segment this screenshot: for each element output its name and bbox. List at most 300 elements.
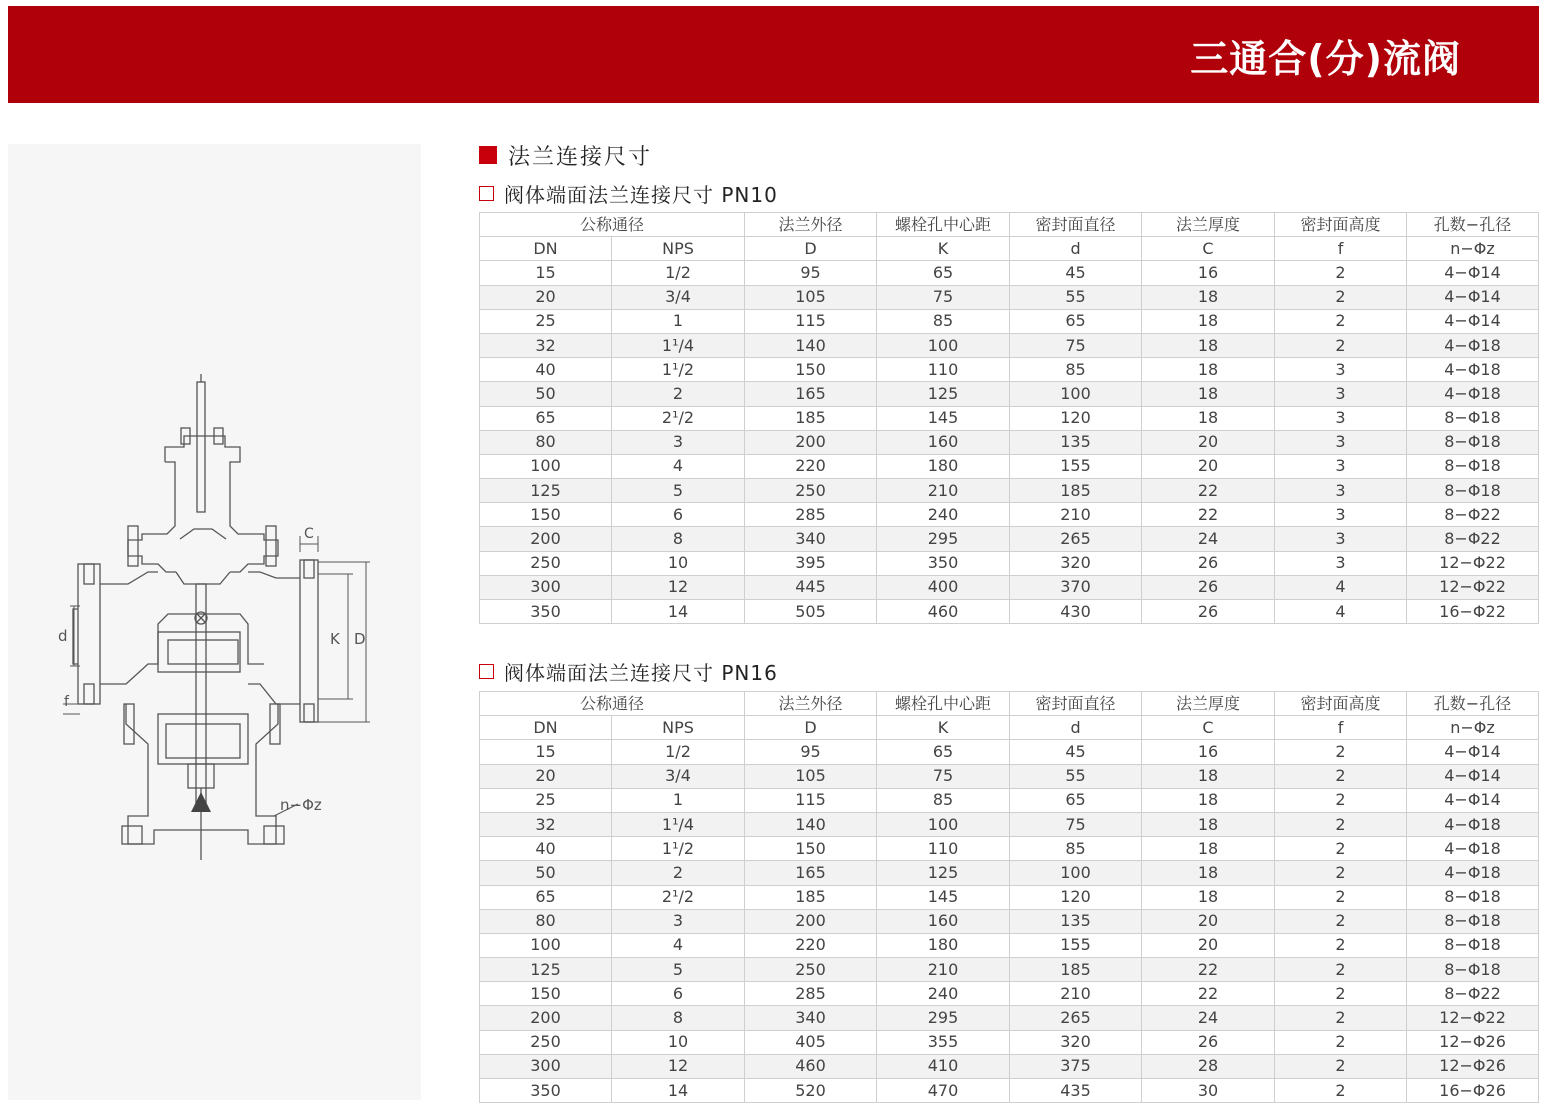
table-cell: 32 <box>480 812 612 836</box>
table-cell: 5 <box>612 479 745 503</box>
table-cell: 210 <box>877 958 1010 982</box>
column-symbol-header: f <box>1275 716 1407 740</box>
table-cell: 20 <box>1142 909 1275 933</box>
column-group-header: 公称通径 <box>480 692 745 716</box>
table-cell: 95 <box>745 261 877 285</box>
table-cell: 22 <box>1142 503 1275 527</box>
table-cell: 100 <box>1010 861 1142 885</box>
table-row <box>480 503 1539 527</box>
table-cell: 250 <box>745 479 877 503</box>
table-cell: 3 <box>1275 406 1407 430</box>
table-cell: 4−Φ18 <box>1407 861 1539 885</box>
table-cell: 8−Φ18 <box>1407 885 1539 909</box>
valve-drawing-panel <box>8 144 421 1100</box>
dim-label-f: f <box>64 694 69 710</box>
table-cell: 2 <box>1275 1079 1407 1103</box>
table-cell: 15 <box>480 261 612 285</box>
column-symbol-header: n−Φz <box>1407 716 1539 740</box>
table-cell: 22 <box>1142 982 1275 1006</box>
table-cell: 26 <box>1142 1030 1275 1054</box>
table-cell: 12−Φ22 <box>1407 551 1539 575</box>
table-cell: 2 <box>1275 1054 1407 1078</box>
table-cell: 20 <box>480 285 612 309</box>
table-cell: 350 <box>877 551 1010 575</box>
table-cell: 125 <box>480 479 612 503</box>
table-cell: 320 <box>1010 551 1142 575</box>
section-title: 法兰连接尺寸 <box>508 144 653 170</box>
table-cell: 145 <box>877 885 1010 909</box>
column-group-header: 密封面直径 <box>1010 213 1142 237</box>
table-row <box>480 958 1539 982</box>
table-cell: 65 <box>1010 309 1142 333</box>
table-cell: 18 <box>1142 382 1275 406</box>
page-title: 三通合(分)流阀 <box>1190 37 1461 81</box>
table-cell: 4 <box>1275 600 1407 624</box>
table-cell: 4 <box>612 933 745 957</box>
table-cell: 2 <box>1275 982 1407 1006</box>
table-cell: 250 <box>480 551 612 575</box>
table-cell: 320 <box>1010 1030 1142 1054</box>
table-row <box>480 406 1539 430</box>
table-cell: 12 <box>612 1054 745 1078</box>
table-cell: 20 <box>480 764 612 788</box>
table-cell: 65 <box>480 406 612 430</box>
table-cell: 220 <box>745 933 877 957</box>
column-group-header: 密封面高度 <box>1275 692 1407 716</box>
table-cell: 115 <box>745 309 877 333</box>
table-cell: 160 <box>877 909 1010 933</box>
table-cell: 2¹/2 <box>612 406 745 430</box>
table-cell: 50 <box>480 382 612 406</box>
table-cell: 4−Φ14 <box>1407 261 1539 285</box>
table-cell: 150 <box>745 837 877 861</box>
table-cell: 125 <box>877 861 1010 885</box>
table-cell: 28 <box>1142 1054 1275 1078</box>
column-symbol-header: K <box>877 237 1010 261</box>
table-cell: 200 <box>745 430 877 454</box>
table-cell: 45 <box>1010 261 1142 285</box>
table-cell: 285 <box>745 982 877 1006</box>
dim-label-k: K <box>330 630 340 648</box>
table-cell: 340 <box>745 527 877 551</box>
table-cell: 18 <box>1142 861 1275 885</box>
table-cell: 75 <box>877 764 1010 788</box>
table-cell: 75 <box>1010 812 1142 836</box>
table-cell: 12−Φ26 <box>1407 1054 1539 1078</box>
table-cell: 85 <box>1010 837 1142 861</box>
table-cell: 18 <box>1142 812 1275 836</box>
table-cell: 405 <box>745 1030 877 1054</box>
table-cell: 165 <box>745 861 877 885</box>
table-cell: 140 <box>745 333 877 357</box>
table-cell: 10 <box>612 1030 745 1054</box>
table-cell: 1¹/2 <box>612 837 745 861</box>
table-cell: 4−Φ18 <box>1407 333 1539 357</box>
table-cell: 200 <box>480 1006 612 1030</box>
table-cell: 8−Φ18 <box>1407 933 1539 957</box>
dim-label-n-phi-z: n−Φz <box>280 796 322 814</box>
table-cell: 150 <box>480 503 612 527</box>
column-symbol-header: NPS <box>612 237 745 261</box>
table-cell: 3 <box>612 909 745 933</box>
table-row <box>480 788 1539 812</box>
table-cell: 8 <box>612 527 745 551</box>
table-row <box>480 600 1539 624</box>
title-banner <box>8 6 1539 103</box>
table-cell: 85 <box>877 788 1010 812</box>
table-cell: 45 <box>1010 740 1142 764</box>
table-cell: 22 <box>1142 958 1275 982</box>
table-cell: 3 <box>1275 503 1407 527</box>
table-cell: 12−Φ22 <box>1407 575 1539 599</box>
table-cell: 460 <box>745 1054 877 1078</box>
table-cell: 50 <box>480 861 612 885</box>
table-cell: 10 <box>612 551 745 575</box>
table-cell: 125 <box>480 958 612 982</box>
table-cell: 265 <box>1010 527 1142 551</box>
table-cell: 4−Φ18 <box>1407 812 1539 836</box>
table-cell: 8−Φ22 <box>1407 982 1539 1006</box>
table-cell: 3 <box>612 430 745 454</box>
table-cell: 4−Φ14 <box>1407 764 1539 788</box>
table-cell: 6 <box>612 503 745 527</box>
table-cell: 3 <box>1275 551 1407 575</box>
red-square-icon <box>479 146 497 164</box>
table-row <box>480 812 1539 836</box>
table-cell: 2 <box>1275 740 1407 764</box>
column-symbol-header: D <box>745 237 877 261</box>
table-cell: 200 <box>480 527 612 551</box>
column-group-header: 法兰厚度 <box>1142 692 1275 716</box>
table-cell: 105 <box>745 285 877 309</box>
dim-label-d-outer: D <box>354 630 366 648</box>
table-row <box>480 527 1539 551</box>
table-row <box>480 1006 1539 1030</box>
table-cell: 18 <box>1142 285 1275 309</box>
table-cell: 5 <box>612 958 745 982</box>
table-cell: 4−Φ14 <box>1407 740 1539 764</box>
table-row <box>480 1054 1539 1078</box>
table-cell: 2 <box>1275 909 1407 933</box>
table-cell: 14 <box>612 600 745 624</box>
table-cell: 65 <box>1010 788 1142 812</box>
table-cell: 4 <box>1275 575 1407 599</box>
table-cell: 32 <box>480 333 612 357</box>
table-cell: 18 <box>1142 885 1275 909</box>
table-row <box>480 358 1539 382</box>
table-pn16-title: 阀体端面法兰连接尺寸 PN16 <box>504 660 778 685</box>
table-cell: 185 <box>1010 958 1142 982</box>
table-subheader-row <box>480 237 1539 261</box>
table-cell: 2¹/2 <box>612 885 745 909</box>
table-cell: 85 <box>1010 358 1142 382</box>
outline-square-icon <box>479 664 494 679</box>
table-cell: 210 <box>1010 503 1142 527</box>
column-symbol-header: DN <box>480 237 612 261</box>
table-cell: 20 <box>1142 454 1275 478</box>
table-row <box>480 885 1539 909</box>
table-cell: 1/2 <box>612 740 745 764</box>
table-cell: 25 <box>480 788 612 812</box>
table-cell: 2 <box>1275 285 1407 309</box>
table-cell: 65 <box>480 885 612 909</box>
table-cell: 2 <box>1275 764 1407 788</box>
table-cell: 55 <box>1010 764 1142 788</box>
table-row <box>480 551 1539 575</box>
table-cell: 350 <box>480 1079 612 1103</box>
table-cell: 240 <box>877 503 1010 527</box>
column-symbol-header: NPS <box>612 716 745 740</box>
table-cell: 100 <box>480 933 612 957</box>
table-cell: 285 <box>745 503 877 527</box>
dim-label-d-seal: d <box>58 627 68 645</box>
column-group-header: 法兰厚度 <box>1142 213 1275 237</box>
table-cell: 120 <box>1010 406 1142 430</box>
table-cell: 375 <box>1010 1054 1142 1078</box>
table-cell: 2 <box>1275 933 1407 957</box>
table-cell: 115 <box>745 788 877 812</box>
table-cell: 3 <box>1275 358 1407 382</box>
table-cell: 26 <box>1142 551 1275 575</box>
table-cell: 20 <box>1142 430 1275 454</box>
table-cell: 8−Φ18 <box>1407 909 1539 933</box>
table-row <box>480 454 1539 478</box>
section-heading <box>479 140 652 170</box>
table-row <box>480 1079 1539 1103</box>
table-row <box>480 479 1539 503</box>
table-cell: 15 <box>480 740 612 764</box>
table-cell: 2 <box>1275 812 1407 836</box>
table-cell: 120 <box>1010 885 1142 909</box>
table-cell: 3/4 <box>612 764 745 788</box>
column-group-header: 法兰外径 <box>745 692 877 716</box>
column-symbol-header: K <box>877 716 1010 740</box>
table-cell: 18 <box>1142 358 1275 382</box>
table-cell: 185 <box>745 406 877 430</box>
outline-square-icon <box>479 186 494 201</box>
table-cell: 85 <box>877 309 1010 333</box>
table-cell: 1¹/4 <box>612 333 745 357</box>
table-cell: 3 <box>1275 479 1407 503</box>
table-cell: 2 <box>1275 309 1407 333</box>
table-cell: 210 <box>1010 982 1142 1006</box>
column-group-header: 公称通径 <box>480 213 745 237</box>
table-cell: 470 <box>877 1079 1010 1103</box>
table-cell: 20 <box>1142 933 1275 957</box>
table-cell: 4 <box>612 454 745 478</box>
table-cell: 8−Φ18 <box>1407 454 1539 478</box>
table-cell: 1¹/4 <box>612 812 745 836</box>
table-cell: 16−Φ22 <box>1407 600 1539 624</box>
table-cell: 430 <box>1010 600 1142 624</box>
table-cell: 210 <box>877 479 1010 503</box>
table-cell: 12−Φ22 <box>1407 1006 1539 1030</box>
table-row <box>480 909 1539 933</box>
column-group-header: 法兰外径 <box>745 213 877 237</box>
table-header-row <box>480 213 1539 237</box>
column-group-header: 密封面高度 <box>1275 213 1407 237</box>
table-cell: 150 <box>480 982 612 1006</box>
table-cell: 185 <box>1010 479 1142 503</box>
column-symbol-header: n−Φz <box>1407 237 1539 261</box>
table-cell: 135 <box>1010 430 1142 454</box>
table-cell: 3 <box>1275 430 1407 454</box>
table-cell: 8−Φ18 <box>1407 958 1539 982</box>
table-row <box>480 309 1539 333</box>
table-cell: 240 <box>877 982 1010 1006</box>
column-symbol-header: d <box>1010 237 1142 261</box>
valve-cross-section-drawing <box>8 144 421 1100</box>
table-cell: 8 <box>612 1006 745 1030</box>
table-pn16-heading <box>479 657 778 685</box>
table-cell: 65 <box>877 261 1010 285</box>
table-row <box>480 575 1539 599</box>
table-cell: 1/2 <box>612 261 745 285</box>
table-cell: 2 <box>1275 861 1407 885</box>
table-cell: 80 <box>480 909 612 933</box>
table-cell: 12 <box>612 575 745 599</box>
table-cell: 12−Φ26 <box>1407 1030 1539 1054</box>
table-cell: 105 <box>745 764 877 788</box>
table-cell: 30 <box>1142 1079 1275 1103</box>
table-cell: 460 <box>877 600 1010 624</box>
table-cell: 180 <box>877 933 1010 957</box>
table-cell: 40 <box>480 837 612 861</box>
table-cell: 135 <box>1010 909 1142 933</box>
table-row <box>480 285 1539 309</box>
table-cell: 18 <box>1142 764 1275 788</box>
column-group-header: 螺栓孔中心距 <box>877 692 1010 716</box>
column-symbol-header: C <box>1142 716 1275 740</box>
column-symbol-header: DN <box>480 716 612 740</box>
table-cell: 1¹/2 <box>612 358 745 382</box>
table-cell: 400 <box>877 575 1010 599</box>
table-cell: 2 <box>1275 1006 1407 1030</box>
table-cell: 125 <box>877 382 1010 406</box>
table-cell: 75 <box>877 285 1010 309</box>
table-cell: 3 <box>1275 527 1407 551</box>
table-cell: 150 <box>745 358 877 382</box>
column-group-header: 孔数−孔径 <box>1407 213 1539 237</box>
table-cell: 80 <box>480 430 612 454</box>
table-cell: 3/4 <box>612 285 745 309</box>
table-cell: 18 <box>1142 333 1275 357</box>
table-cell: 4−Φ18 <box>1407 358 1539 382</box>
column-symbol-header: f <box>1275 237 1407 261</box>
table-row <box>480 764 1539 788</box>
table-cell: 445 <box>745 575 877 599</box>
table-cell: 395 <box>745 551 877 575</box>
table-cell: 26 <box>1142 600 1275 624</box>
table-cell: 65 <box>877 740 1010 764</box>
table-cell: 2 <box>1275 958 1407 982</box>
table-cell: 18 <box>1142 406 1275 430</box>
table-cell: 8−Φ18 <box>1407 430 1539 454</box>
table-cell: 180 <box>877 454 1010 478</box>
table-row <box>480 430 1539 454</box>
table-cell: 2 <box>1275 333 1407 357</box>
table-cell: 2 <box>1275 885 1407 909</box>
table-pn16 <box>479 691 1539 1103</box>
table-cell: 295 <box>877 527 1010 551</box>
table-cell: 95 <box>745 740 877 764</box>
table-cell: 435 <box>1010 1079 1142 1103</box>
table-cell: 22 <box>1142 479 1275 503</box>
table-cell: 410 <box>877 1054 1010 1078</box>
column-symbol-header: d <box>1010 716 1142 740</box>
table-row <box>480 382 1539 406</box>
column-group-header: 密封面直径 <box>1010 692 1142 716</box>
table-cell: 220 <box>745 454 877 478</box>
table-cell: 55 <box>1010 285 1142 309</box>
table-cell: 16 <box>1142 261 1275 285</box>
table-cell: 2 <box>1275 837 1407 861</box>
table-cell: 100 <box>877 333 1010 357</box>
table-cell: 2 <box>1275 788 1407 812</box>
table-cell: 340 <box>745 1006 877 1030</box>
table-cell: 300 <box>480 575 612 599</box>
table-cell: 2 <box>1275 1030 1407 1054</box>
table-row <box>480 982 1539 1006</box>
table-row <box>480 333 1539 357</box>
table-cell: 155 <box>1010 454 1142 478</box>
table-cell: 145 <box>877 406 1010 430</box>
table-cell: 165 <box>745 382 877 406</box>
table-cell: 2 <box>612 861 745 885</box>
column-group-header: 孔数−孔径 <box>1407 692 1539 716</box>
table-pn10 <box>479 212 1539 624</box>
table-cell: 3 <box>1275 454 1407 478</box>
table-cell: 8−Φ22 <box>1407 503 1539 527</box>
table-cell: 18 <box>1142 788 1275 812</box>
table-cell: 1 <box>612 788 745 812</box>
table-cell: 4−Φ18 <box>1407 837 1539 861</box>
table-cell: 16−Φ26 <box>1407 1079 1539 1103</box>
table-header-row <box>480 692 1539 716</box>
table-cell: 40 <box>480 358 612 382</box>
column-symbol-header: D <box>745 716 877 740</box>
table-cell: 25 <box>480 309 612 333</box>
table-cell: 4−Φ18 <box>1407 382 1539 406</box>
column-group-header: 螺栓孔中心距 <box>877 213 1010 237</box>
table-row <box>480 861 1539 885</box>
table-row <box>480 837 1539 861</box>
table-cell: 155 <box>1010 933 1142 957</box>
table-cell: 24 <box>1142 1006 1275 1030</box>
table-cell: 350 <box>480 600 612 624</box>
table-cell: 250 <box>480 1030 612 1054</box>
table-cell: 300 <box>480 1054 612 1078</box>
table-cell: 75 <box>1010 333 1142 357</box>
dim-label-c: C <box>304 526 314 542</box>
table-cell: 520 <box>745 1079 877 1103</box>
table-cell: 3 <box>1275 382 1407 406</box>
table-cell: 100 <box>877 812 1010 836</box>
table-cell: 4−Φ14 <box>1407 309 1539 333</box>
table-pn10-title: 阀体端面法兰连接尺寸 PN10 <box>504 182 778 207</box>
table-cell: 110 <box>877 358 1010 382</box>
table-cell: 18 <box>1142 837 1275 861</box>
table-cell: 4−Φ14 <box>1407 285 1539 309</box>
table-cell: 24 <box>1142 527 1275 551</box>
table-cell: 8−Φ22 <box>1407 527 1539 551</box>
table-cell: 8−Φ18 <box>1407 479 1539 503</box>
table-row <box>480 933 1539 957</box>
table-cell: 2 <box>612 382 745 406</box>
table-cell: 295 <box>877 1006 1010 1030</box>
table-cell: 100 <box>480 454 612 478</box>
table-cell: 265 <box>1010 1006 1142 1030</box>
